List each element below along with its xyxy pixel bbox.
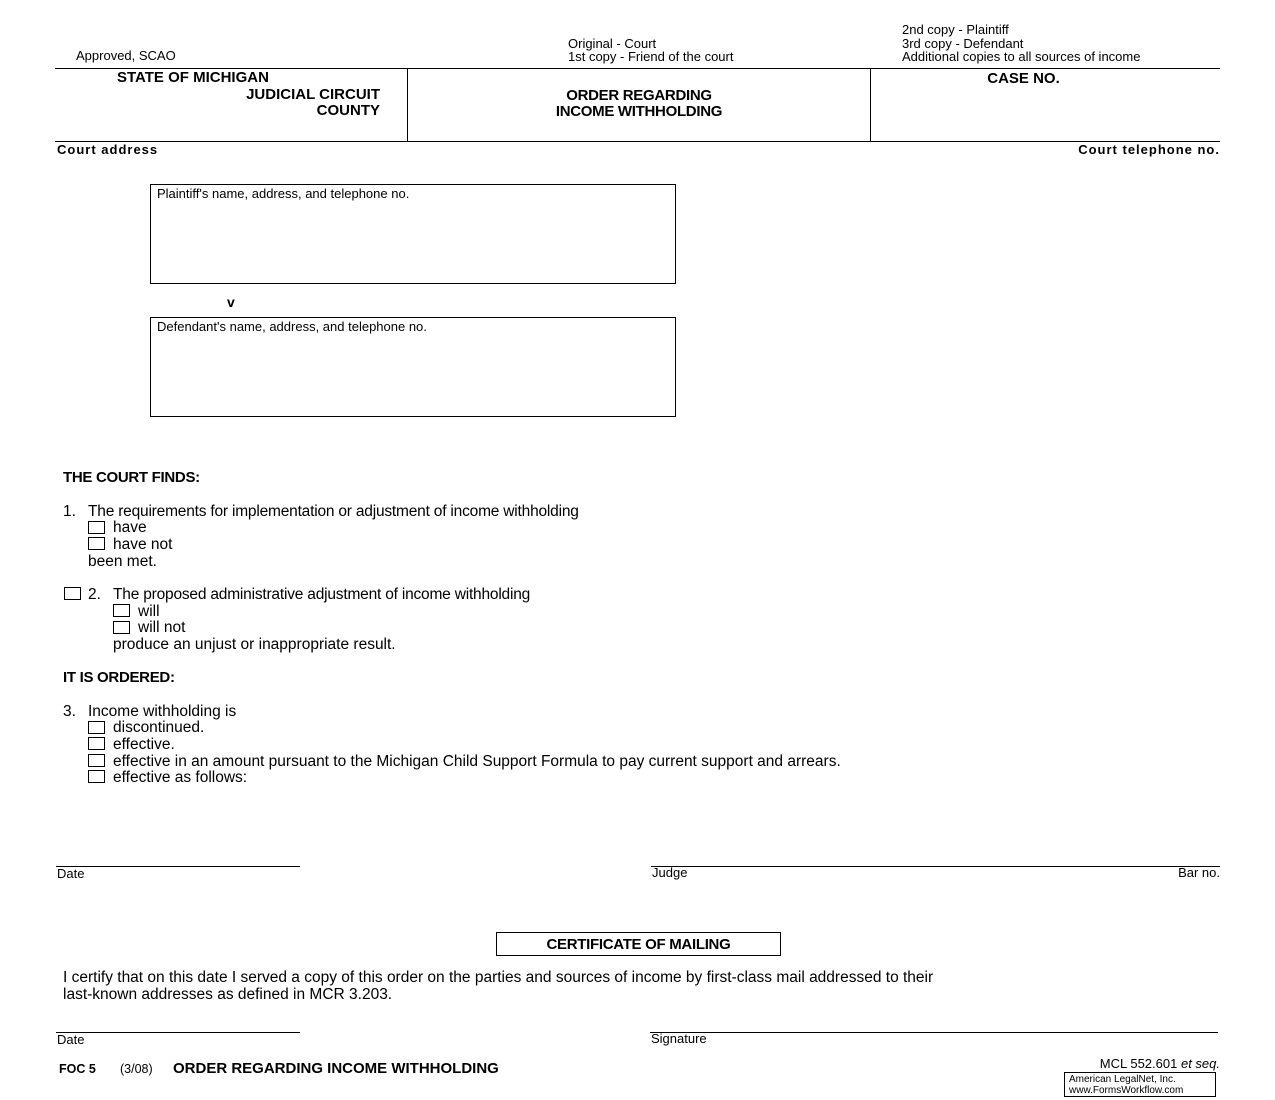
cert-date-label: Date [57,1032,85,1047]
form-id: FOC 5 [59,1062,96,1076]
plaintiff-label: Plaintiff's name, address, and telephone no. [157,186,410,201]
case-no-field[interactable] [875,90,1215,138]
item2-checkbox[interactable] [64,587,81,600]
formula-checkbox[interactable] [88,754,105,767]
case-no-label: CASE NO. [987,70,1060,87]
circuit-label: JUDICIAL CIRCUIT [246,86,380,103]
effective-label: effective. [113,736,175,753]
as-follows-field[interactable] [113,790,1213,860]
certificate-title-box [496,932,781,956]
approved-label: Approved, SCAO [76,48,176,63]
certificate-title: CERTIFICATE OF MAILING [546,936,731,953]
item1-tail: been met. [88,553,157,570]
item3-number: 3. [63,703,76,720]
statute-citation [1000,1056,1220,1071]
formula-label: effective in an amount pursuant to the Michigan Child Support Formula to pay current support and arrears. [113,753,841,770]
discontinued-checkbox[interactable] [88,721,105,734]
item1-number: 1. [63,503,76,520]
item2-text: The proposed administrative adjustment of income withholding [113,586,531,603]
court-finds-heading: THE COURT FINDS: [63,469,200,486]
copy-third: 3rd copy - Defendant [902,36,1024,51]
state-label: STATE OF MICHIGAN [117,69,269,86]
form-revision: (3/08) [120,1062,153,1076]
certificate-line2: last-known addresses as defined in MCR 3.203. [63,986,393,1003]
copy-additional: Additional copies to all sources of income [902,49,1141,64]
item2-number: 2. [88,586,101,603]
have-not-label: have not [113,536,173,553]
discontinued-label: discontinued. [113,719,205,736]
copy-first: 1st copy - Friend of the court [568,49,734,64]
date-line [56,866,300,867]
cert-date-line [56,1032,300,1033]
statute-text: MCL 552.601 [1099,1056,1178,1071]
defendant-box[interactable] [150,317,676,417]
vendor-line1: American LegalNet, Inc. [1069,1074,1176,1085]
plaintiff-box[interactable] [150,184,676,284]
certificate-line1: I certify that on this date I served a copy of this order on the parties and sources of income by first-class mail addressed to their [63,969,934,986]
county-label: COUNTY [316,102,380,119]
court-address-label: Court address [57,142,159,157]
have-checkbox[interactable] [88,521,105,534]
court-telephone-label: Court telephone no. [1078,142,1220,157]
will-not-checkbox[interactable] [113,621,130,634]
item3-text: Income withholding is [88,703,237,720]
statute-suffix: et seq. [1180,1056,1220,1071]
vendor-line2: www.FormsWorkflow.com [1069,1085,1184,1096]
will-not-label: will not [138,619,186,636]
cert-signature-line [650,1032,1218,1033]
have-not-checkbox[interactable] [88,537,105,550]
copy-second: 2nd copy - Plaintiff [902,22,1009,37]
form-title-line1: ORDER REGARDING [566,87,712,104]
ordered-heading: IT IS ORDERED: [63,669,175,686]
as-follows-checkbox[interactable] [88,770,105,783]
effective-checkbox[interactable] [88,737,105,750]
will-label: will [138,603,160,620]
date-label: Date [57,866,85,881]
form-title-line2: INCOME WITHHOLDING [555,103,723,120]
cert-signature-label: Signature [651,1031,707,1046]
judge-label: Judge [652,865,688,880]
vendor-stamp [1064,1072,1216,1097]
have-label: have [113,519,147,536]
item1-text: The requirements for implementation or adjustment of income withholding [88,503,579,520]
defendant-label: Defendant's name, address, and telephone no. [157,319,427,334]
will-checkbox[interactable] [113,604,130,617]
as-follows-label: effective as follows: [113,769,248,786]
item2-tail: produce an unjust or inappropriate result. [113,636,396,653]
copy-original: Original - Court [568,36,657,51]
versus-label: v [227,294,235,310]
bar-no-label: Bar no. [1178,865,1220,880]
footer-form-title: ORDER REGARDING INCOME WITHHOLDING [173,1060,499,1077]
